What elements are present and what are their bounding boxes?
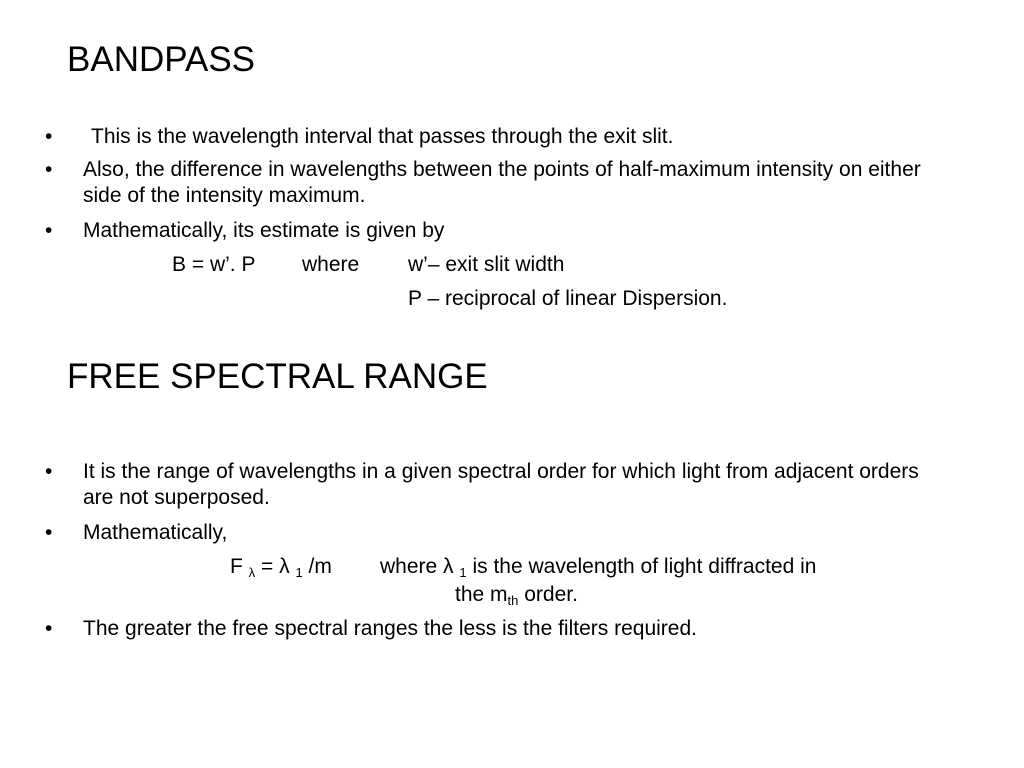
- fsr-formula-f-sub: λ: [248, 565, 256, 580]
- bandpass-bullet-1: [45, 124, 945, 150]
- fsr-where-sub: 1: [459, 565, 467, 580]
- fsr-formula-lambda-sub: 1: [295, 565, 303, 580]
- fsr-bullet-2: [45, 520, 945, 546]
- fsr-formula: [230, 554, 332, 580]
- fsr-bullet-1: [45, 459, 935, 511]
- bullet-text: Mathematically, its estimate is given by: [83, 219, 445, 242]
- bandpass-formula: B = w’. P: [172, 253, 256, 276]
- bandpass-def-slit-width: w’– exit slit width: [408, 253, 565, 276]
- bullet-marker: •: [45, 460, 53, 483]
- fsr-formula-over-m: /m: [308, 555, 332, 578]
- fsr-bullet-3: [45, 616, 945, 642]
- bullet-text: Mathematically,: [83, 521, 228, 544]
- bandpass-def-dispersion: P – reciprocal of linear Dispersion.: [408, 287, 728, 310]
- fsr-where-text: where λ: [380, 555, 454, 578]
- bullet-text: This is the wavelength interval that passes through the exit slit.: [91, 125, 674, 148]
- fsr-order-line: [455, 582, 578, 608]
- fsr-order-pre: the m: [455, 583, 508, 606]
- bullet-marker: •: [45, 219, 53, 242]
- bullet-text: The greater the free spectral ranges the less is the filters required.: [83, 617, 697, 640]
- bullet-marker: •: [45, 158, 53, 181]
- fsr-where-desc: is the wavelength of light diffracted in: [472, 555, 817, 578]
- fsr-where: [380, 554, 816, 580]
- bullet-marker: •: [45, 521, 53, 544]
- bullet-text: It is the range of wavelengths in a given spectral order for which light from adjacent orders are not superposed.: [83, 460, 919, 509]
- fsr-heading: FREE SPECTRAL RANGE: [67, 357, 488, 396]
- fsr-order-sub: th: [507, 593, 519, 608]
- bullet-marker: •: [45, 617, 53, 640]
- bandpass-bullet-2: [45, 157, 925, 209]
- bandpass-where: where: [302, 253, 360, 276]
- fsr-order-post: order.: [524, 583, 578, 606]
- bandpass-bullet-3: [45, 218, 945, 244]
- fsr-formula-eq: = λ: [261, 555, 290, 578]
- bullet-marker: •: [45, 125, 53, 148]
- bullet-text: Also, the difference in wavelengths between the points of half-maximum intensity on either side of the intensity maximum.: [83, 158, 921, 207]
- bandpass-heading: BANDPASS: [67, 40, 256, 79]
- fsr-formula-f: F: [230, 555, 243, 578]
